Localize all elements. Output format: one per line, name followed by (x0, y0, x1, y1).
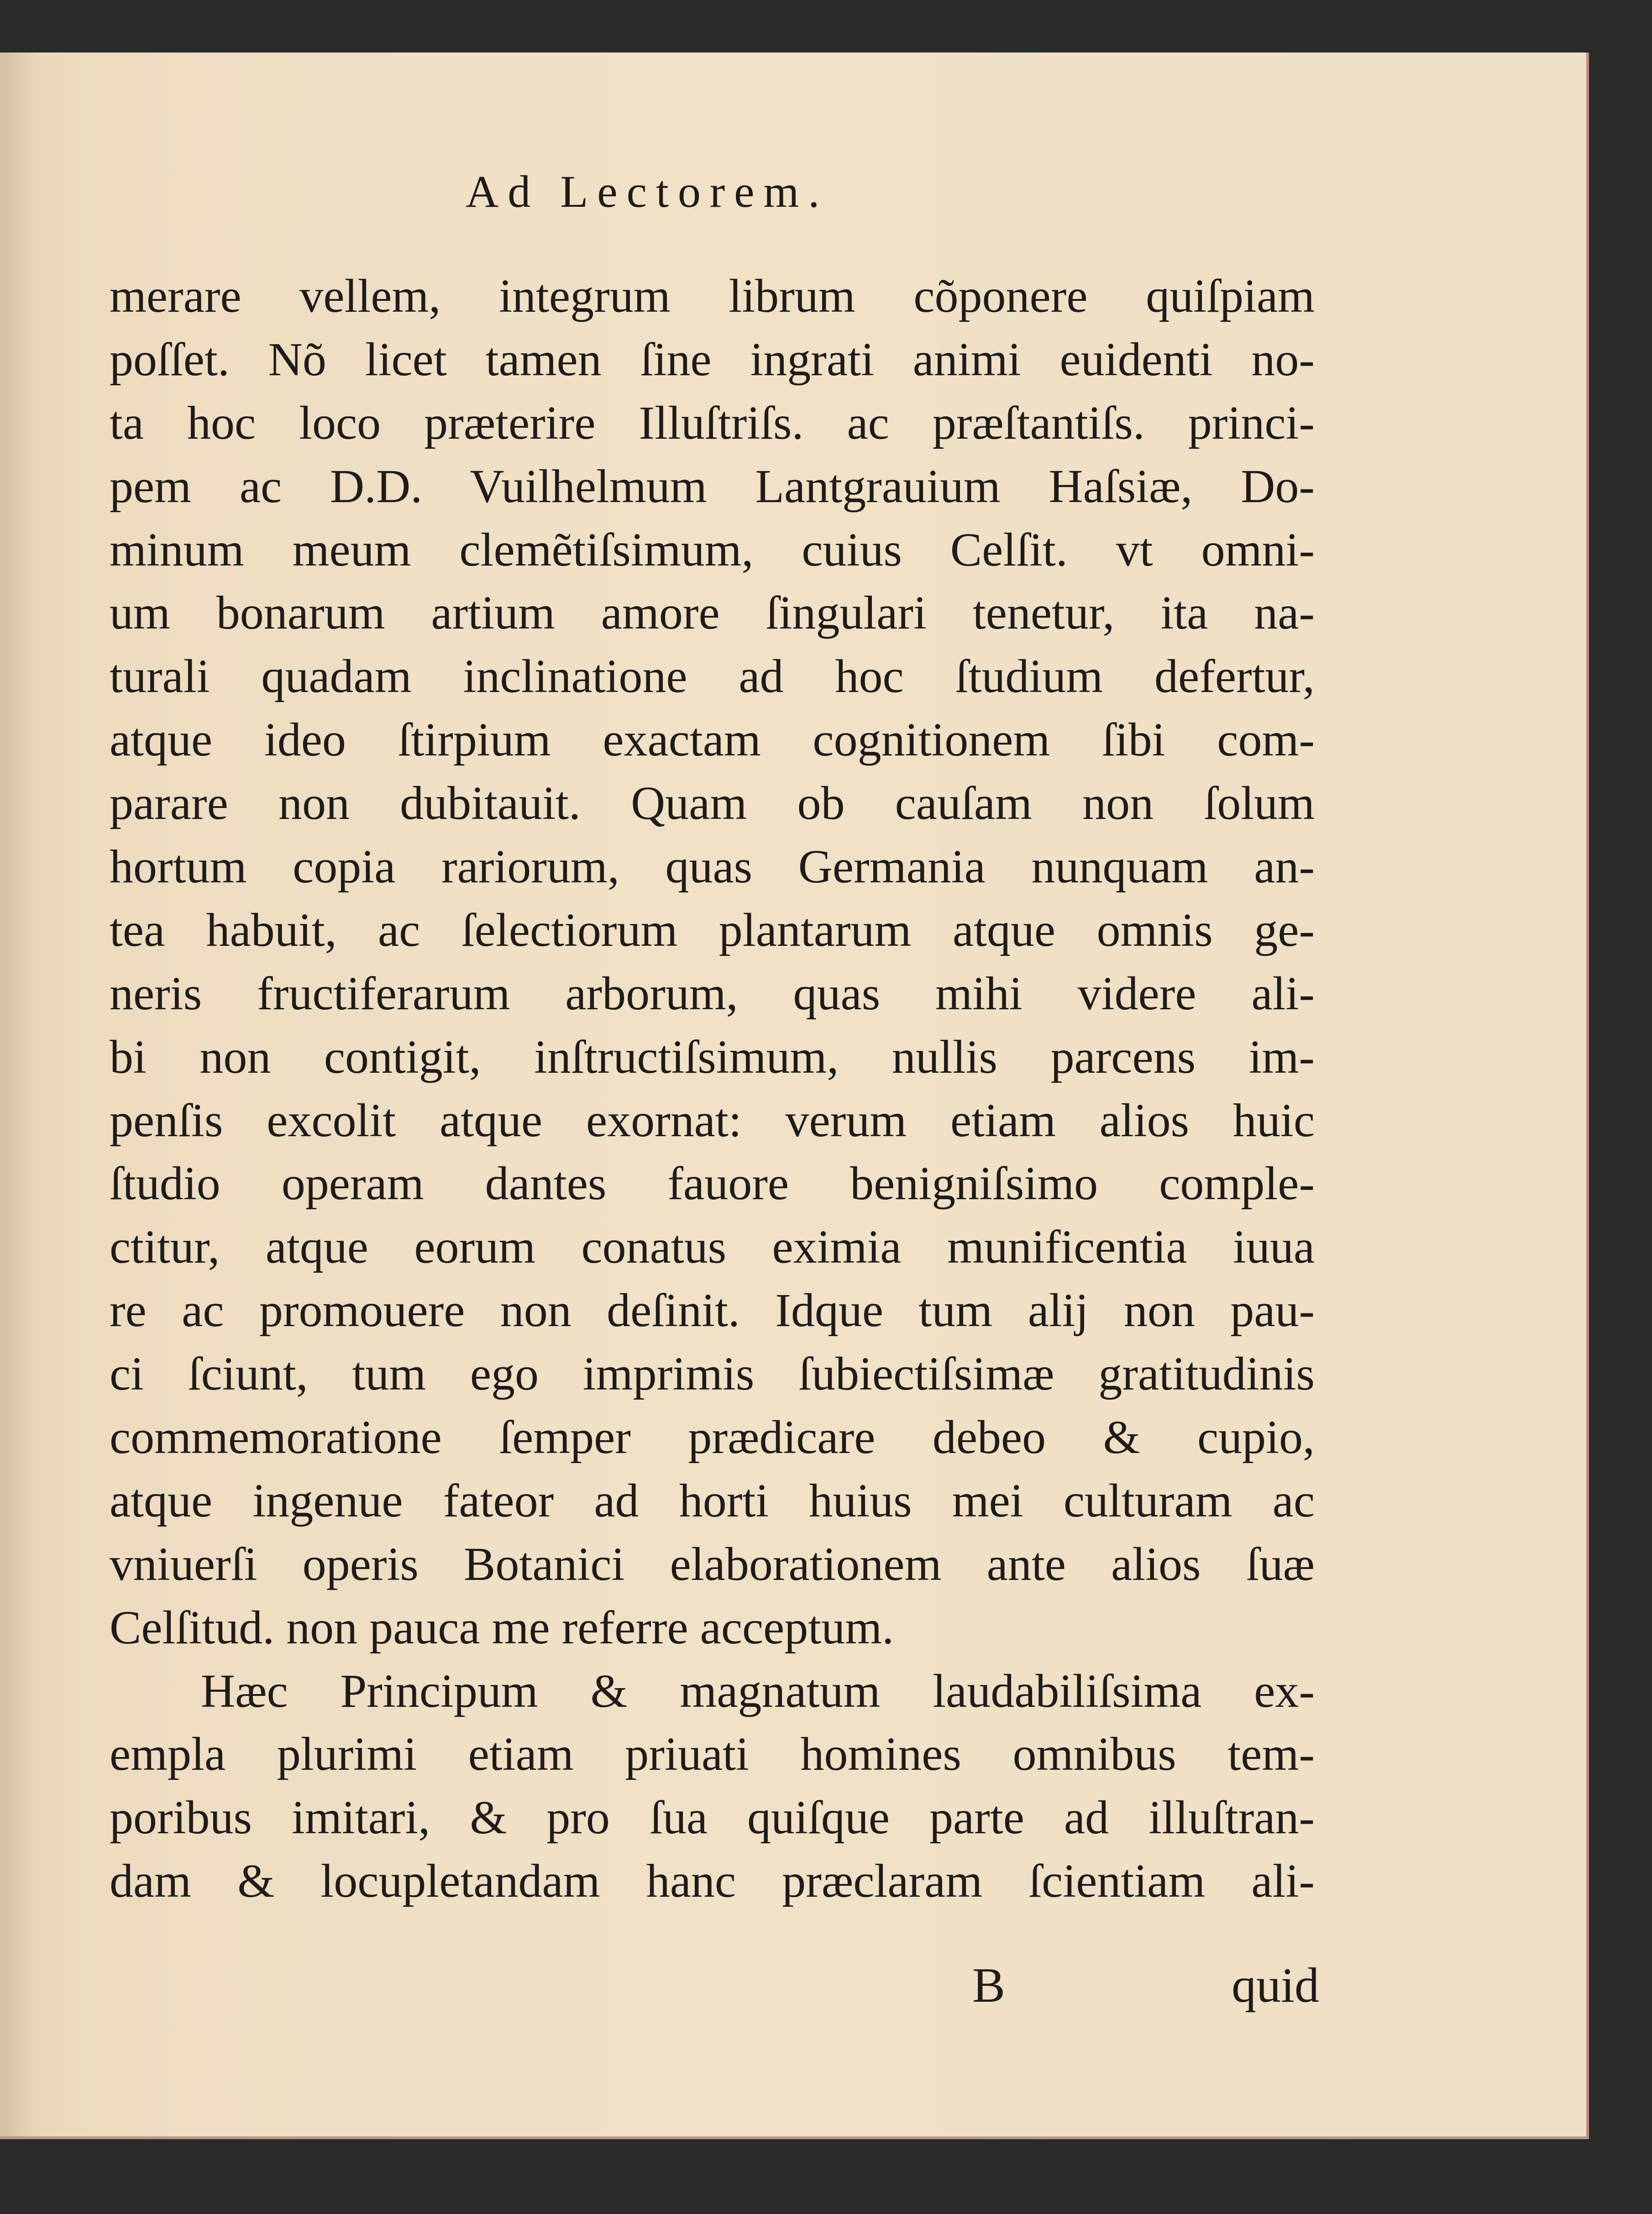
text-line: parare non dubitauit. Quam ob cauſam non ſolum (110, 777, 1315, 830)
text-line: ta hoc loco præterire Illuſtriſs. ac præſtantiſs. princi- (110, 396, 1315, 449)
text-line: poribus imitari, & pro ſua quiſque parte ad illuſtran- (110, 1791, 1315, 1844)
text-line: poſſet. Nõ licet tamen ſine ingrati animi euidenti no- (110, 333, 1315, 386)
text-line: minum meum clemẽtiſsimum, cuius Celſit. vt omni- (110, 523, 1315, 576)
book-page (0, 52, 1589, 2139)
text-line: um bonarum artium amore ſingulari tenetur, ita na- (110, 587, 1315, 640)
text-line: bi non contigit, inſtructiſsimum, nullis parcens im- (110, 1030, 1315, 1083)
text-line: empla plurimi etiam priuati homines omnibus tem- (110, 1728, 1315, 1781)
running-title: Ad Lectorem. (466, 166, 829, 217)
text-line: penſis excolit atque exornat: verum etiam alios huic (110, 1094, 1315, 1147)
text-line: ſtudio operam dantes fauore benigniſsimo comple- (110, 1157, 1315, 1210)
text-line: atque ingenue fateor ad horti huius mei culturam ac (110, 1474, 1315, 1527)
text-line: ci ſciunt, tum ego imprimis ſubiectiſsimæ gratitudinis (110, 1348, 1315, 1401)
text-line: Celſitud. non pauca me referre acceptum. (110, 1601, 894, 1654)
text-line: atque ideo ſtirpium exactam cognitionem ſibi com- (110, 714, 1315, 766)
signature-mark: B (972, 1958, 1006, 2013)
text-line: re ac promouere non deſinit. Idque tum alij non pau- (110, 1284, 1315, 1337)
text-line: dam & locupletandam hanc præclaram ſcientiam ali- (110, 1855, 1315, 1908)
text-line: pem ac D.D. Vuilhelmum Lantgrauium Haſsiæ, Do- (110, 460, 1315, 513)
body-text (110, 265, 1315, 1913)
catchword: quid (1231, 1958, 1319, 2013)
text-line: Hæc Principum & magnatum laudabiliſsima ex- (201, 1664, 1315, 1717)
text-line: tea habuit, ac ſelectiorum plantarum atque omnis ge- (110, 903, 1315, 956)
text-line: neris fructiferarum arborum, quas mihi videre ali- (110, 967, 1315, 1020)
text-line: vniuerſi operis Botanici elaborationem ante alios ſuæ (110, 1537, 1315, 1590)
text-line: turali quadam inclinatione ad hoc ſtudium defertur, (110, 650, 1315, 703)
text-line: merare vellem, integrum librum cõponere quiſpiam (110, 270, 1315, 322)
text-line: hortum copia rariorum, quas Germania nunquam an- (110, 840, 1315, 893)
text-line: ctitur, atque eorum conatus eximia munificentia iuua (110, 1221, 1315, 1274)
text-line: commemoratione ſemper prædicare debeo & cupio, (110, 1411, 1315, 1464)
